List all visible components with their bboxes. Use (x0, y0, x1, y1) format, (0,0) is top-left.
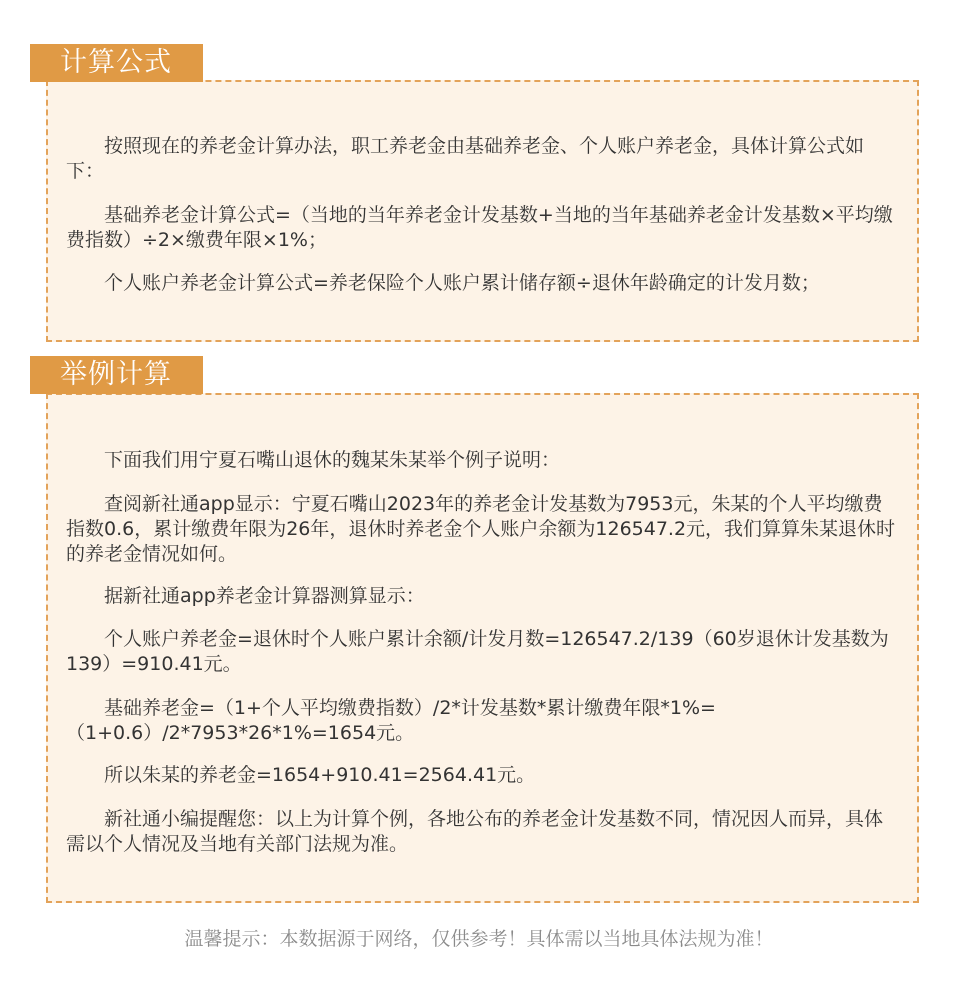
personal-account-formula-paragraph: 个人账户养老金计算公式=养老保险个人账户累计储存额÷退休年龄确定的计发月数； (104, 272, 820, 294)
example-data-paragraph: 查阅新社通app显示：宁夏石嘴山2023年的养老金计发基数为7953元，朱某的个人平均缴费指数0.6，累计缴费年限为26年，退休时养老金个人账户余额为126547.2元，我们算算朱某退休时的养老金情况如何。 (66, 493, 896, 565)
section-title-example: 举例计算 (30, 356, 203, 394)
calculator-result-paragraph: 据新社通app养老金计算器测算显示： (104, 585, 425, 607)
formula-intro-paragraph: 按照现在的养老金计算办法，职工养老金由基础养老金、个人账户养老金，具体计算公式如下： (66, 135, 865, 182)
basic-pension-calc-paragraph: 基础养老金=（1+个人平均缴费指数）/2*计发基数*累计缴费年限*1%=（1+0.6）/2*7953*26*1%=1654元。 (66, 697, 716, 744)
section-title-formula: 计算公式 (30, 44, 203, 82)
footer-notice: 温馨提示：本数据源于网络，仅供参考！具体需以当地具体法规为准！ (184, 928, 774, 950)
personal-account-calc-paragraph: 个人账户养老金=退休时个人账户累计余额/计发月数=126547.2/139（60岁退休计发基数为139）=910.41元。 (66, 628, 889, 675)
editor-reminder-paragraph: 新社通小编提醒您：以上为计算个例，各地公布的养老金计发基数不同，情况因人而异，具体需以个人情况及当地有关部门法规为准。 (66, 808, 884, 855)
example-intro-paragraph: 下面我们用宁夏石嘴山退休的魏某朱某举个例子说明： (104, 449, 561, 471)
total-pension-paragraph: 所以朱某的养老金=1654+910.41=2564.41元。 (104, 764, 536, 786)
basic-pension-formula-paragraph: 基础养老金计算公式=（当地的当年养老金计发基数+当地的当年基础养老金计发基数×平均缴费指数）÷2×缴费年限×1%； (66, 204, 893, 251)
